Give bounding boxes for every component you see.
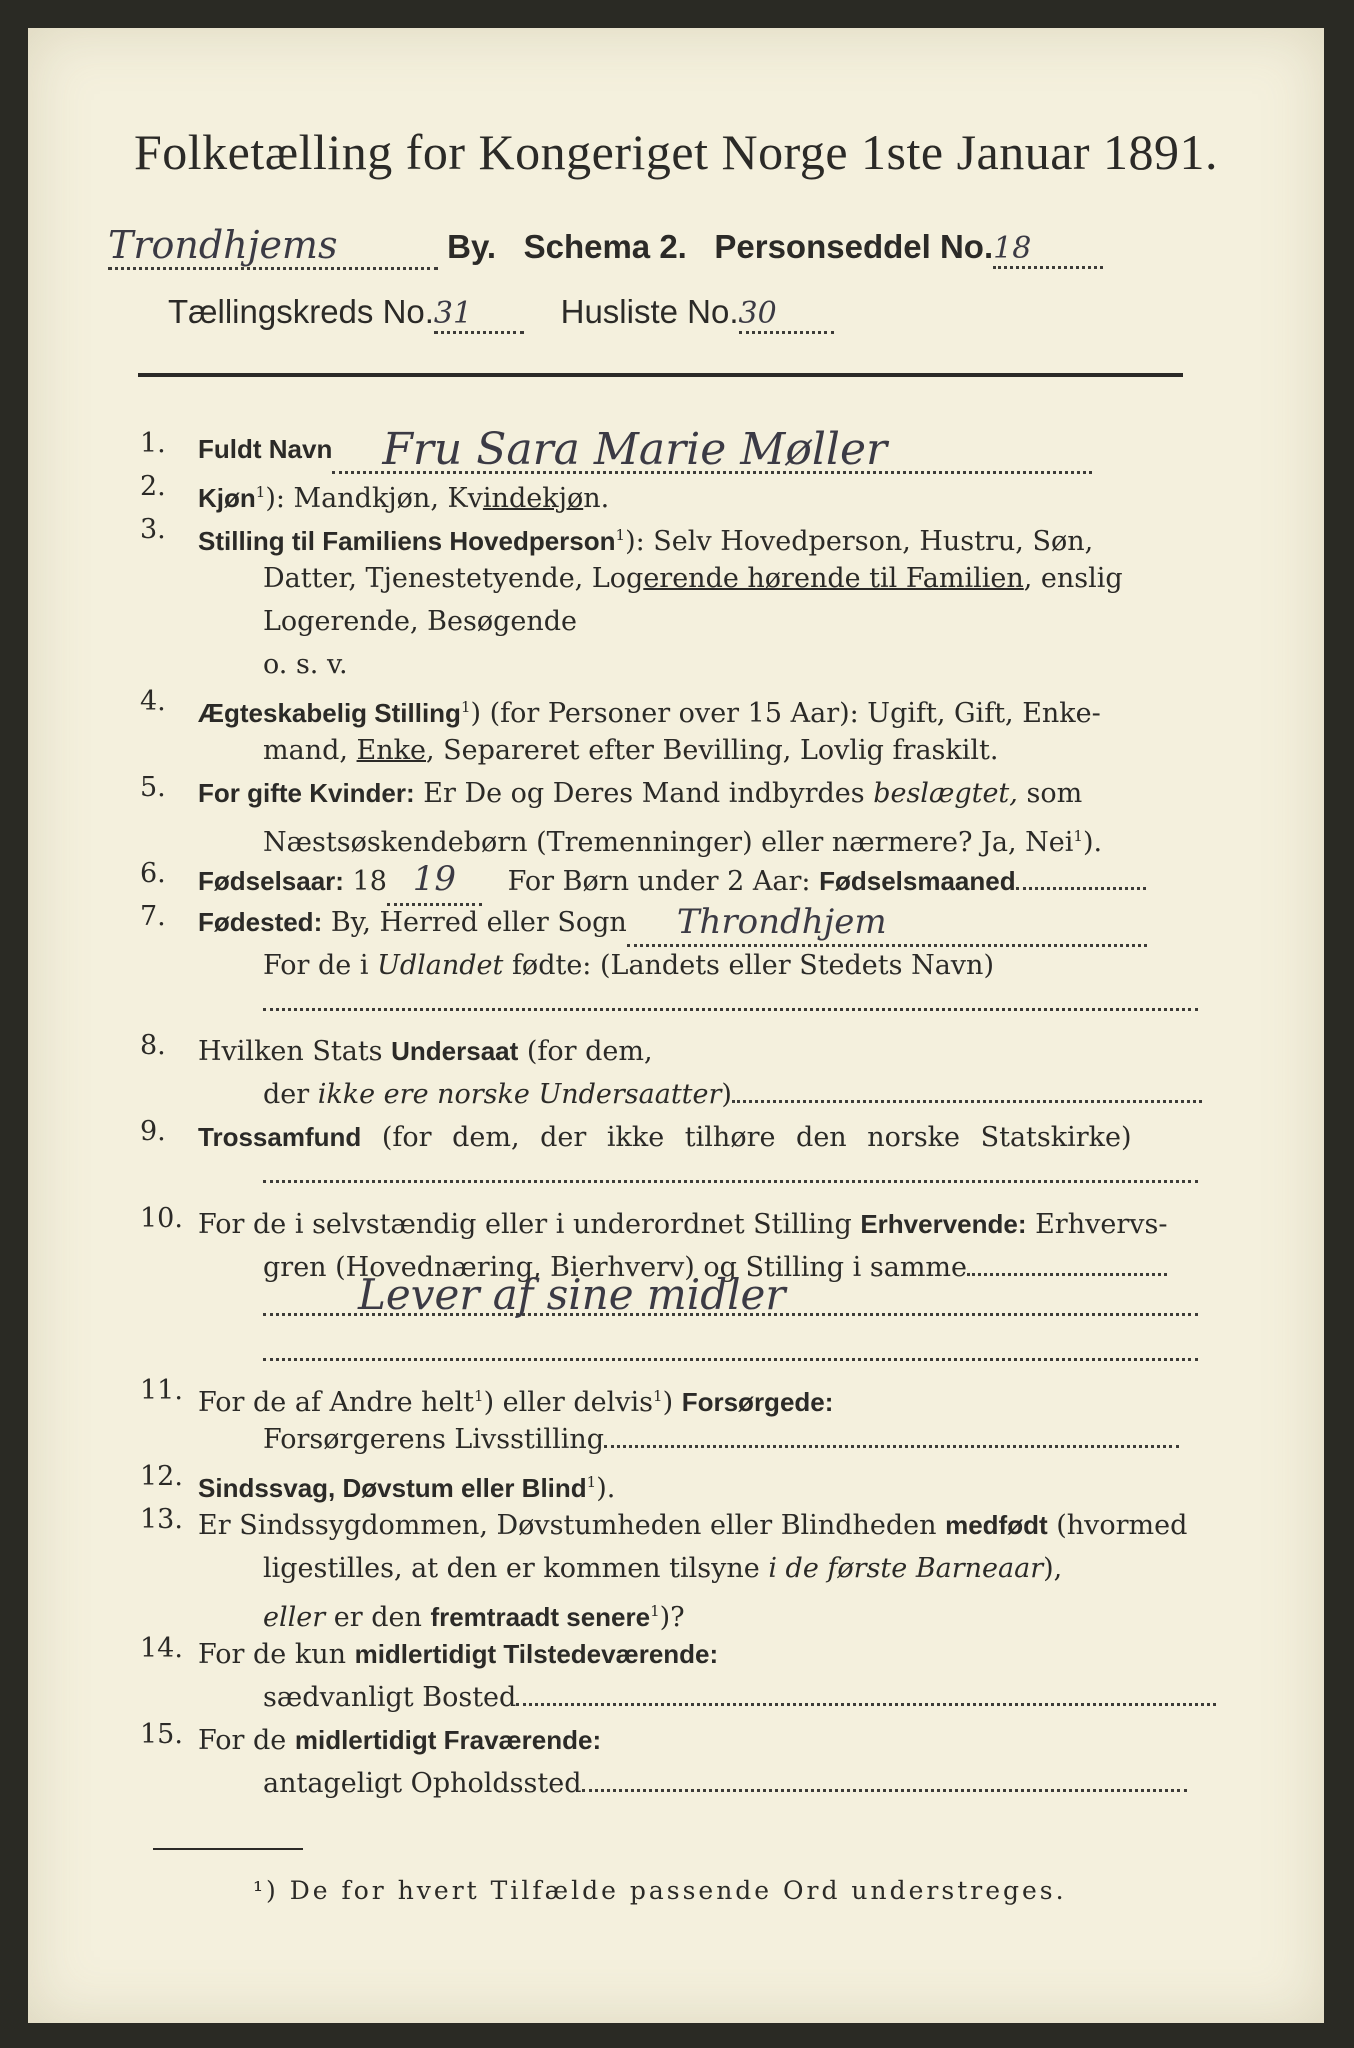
by-label: By. bbox=[447, 228, 497, 265]
birth-year-value: 19 bbox=[412, 859, 457, 899]
item-sex: Kjøn$^1$): Mandkjøn, Kvindekjøn. bbox=[198, 483, 610, 514]
temporary-absent-label: midlertidigt Fraværende: bbox=[294, 1725, 602, 1755]
full-name-value: Fru Sara Marie Møller bbox=[382, 424, 888, 475]
citizenship-label: Undersaat bbox=[391, 1036, 519, 1066]
personseddel-label: Personseddel No. bbox=[714, 228, 994, 265]
item-dependents: For de af Andre helt$^1$) eller delvis$^1$) Forsørgede: bbox=[198, 1387, 834, 1418]
religion-line bbox=[263, 1180, 1198, 1183]
birthplace-value: Throndhjem bbox=[676, 902, 887, 942]
disability-label: Sindssvag, Døvstum eller Blind bbox=[198, 1473, 587, 1503]
dependents-label: Forsørgede: bbox=[681, 1387, 834, 1417]
item-citizenship: Hvilken Stats Undersaat (for dem, bbox=[198, 1036, 653, 1067]
item-temporary-present: For de kun midlertidigt Tilstedeværende: bbox=[198, 1639, 719, 1670]
item-marital-status: Ægteskabelig Stilling$^1$) (for Personer over 15 Aar): Ugift, Gift, Enke- bbox=[198, 698, 1101, 729]
husliste-label: Husliste No. bbox=[560, 293, 739, 330]
item-number: 6. bbox=[140, 858, 166, 889]
item-number: 15. bbox=[140, 1719, 183, 1750]
city-handwritten: Trondhjems bbox=[108, 223, 438, 270]
item-number: 11. bbox=[140, 1375, 183, 1406]
kreds-value: 31 bbox=[434, 296, 524, 334]
item-religion: Trossamfund (for dem, der ikke tilhøre den norske Statskirke) bbox=[198, 1122, 1132, 1153]
header-rule bbox=[138, 373, 1183, 377]
kreds-label: Tællingskreds No. bbox=[168, 293, 434, 330]
form-kreds-line bbox=[168, 293, 834, 334]
item-number: 10. bbox=[140, 1203, 183, 1234]
married-women-label: For gifte Kvinder: bbox=[198, 778, 415, 808]
congenital-label: medfødt bbox=[945, 1510, 1048, 1540]
item-number: 9. bbox=[140, 1116, 166, 1147]
temporary-present-label: midlertidigt Tilstedeværende: bbox=[354, 1639, 719, 1669]
full-name-label: Fuldt Navn bbox=[198, 434, 333, 464]
item-number: 3. bbox=[140, 514, 166, 545]
birth-month-label: Fødselsmaaned bbox=[819, 866, 1016, 896]
item-number: 1. bbox=[140, 428, 166, 459]
birthplace-label: Fødested: bbox=[198, 907, 323, 937]
item-number: 13. bbox=[140, 1504, 183, 1535]
item-number: 8. bbox=[140, 1030, 166, 1061]
item-number: 14. bbox=[140, 1633, 183, 1664]
footnote-rule bbox=[153, 1848, 303, 1850]
religion-label: Trossamfund bbox=[198, 1122, 362, 1152]
footnote: ¹) De for hvert Tilfælde passende Ord understreges. bbox=[253, 1876, 1067, 1905]
item-occupation: For de i selvstændig eller i underordnet Stilling Erhvervende: Erhvervs- bbox=[198, 1209, 1168, 1240]
marital-status-label: Ægteskabelig Stilling bbox=[198, 698, 461, 728]
item-number: 12. bbox=[140, 1461, 183, 1492]
item-birth-year: Fødselsaar: 18 19 For Børn under 2 Aar: Fødselsmaaned bbox=[198, 858, 1146, 906]
husliste-value: 30 bbox=[739, 296, 834, 334]
marital-status-underlined: Enke bbox=[356, 735, 426, 766]
item-disability: Sindssvag, Døvstum eller Blind$^1$). bbox=[198, 1473, 616, 1504]
item-full-name bbox=[198, 424, 1092, 475]
item-family-position: Stilling til Familiens Hovedperson$^1$): Selv Hovedperson, Hustru, Søn, bbox=[198, 526, 1094, 557]
form-subheader bbox=[108, 223, 1103, 270]
item-married-women: For gifte Kvinder: Er De og Deres Mand indbyrdes beslægtet, som bbox=[198, 778, 1083, 809]
item-temporary-absent: For de midlertidigt Fraværende: bbox=[198, 1725, 602, 1756]
census-form-sheet: Folketælling for Kongeriget Norge 1ste Januar 1891. Trondhjems By. Schema 2. Personseddel No.18 Tællingskreds No.31 Husliste No.30 1. Fuldt Navn Fru Sara Marie Møller 2. Kjøn$^1$): Mandkjøn, Kvindekjøn. 3. Stilling til Familiens Hovedperson$^1$): Selv Hovedperson, Hustru, Søn, Datter, Tjenestetyende, Logerende hørende til Familien, enslig Logerende, Besøgende o. s. v. 4. Ægteskabelig Stilling$^1$) (for Personer over 15 Aar): Ugift, Gift, Enke- mand, Enke, Separeret efter Bevilling, Lovlig fraskilt. 5. For gifte Kvinder: Er De og Deres Mand indbyrdes beslægtet, som Næstsøskendebørn (Tremenninger) eller nærmere? Ja, Nei$^1$). 6. Fødselsaar: 18 19 For Børn under 2 Aar: Fødselsmaaned 7. Fødested: By, Herred eller Sogn Throndhjem For de i Udlandet fødte: (Landets eller Stedets Navn) 8. Hvilken Stats Undersaat (for dem, der ikke ere norske Undersaatter) 9. Trossamfund (for dem, der ikke tilhøre den norske Statskirke) 10. For de i selvstændig eller i underordnet Stilling Erhvervende: Erhvervs- gren (Hovednæring, Bierhverv) og Stilling i samme Lever af sine midler 11. For de af Andre helt$^1$) eller delvis$^1$) Forsørgede: Forsørgerens Livsstilling 12. Sindssvag, Døvstum eller Blind$^1$). 13. Er Sindssygdommen, Døvstumheden eller Blindheden medfødt (hvormed ligestilles, at den er kommen tilsyne i de første Barneaar), eller er den fremtraadt senere$^1$)? 14. For de kun midlertidigt Tilstedeværende: sædvanligt Bosted 15. For de midlertidigt Fraværende: antageligt Opholdssted ¹) De for hvert Tilfælde passende Ord understreges. bbox=[28, 28, 1324, 2023]
item-birthplace: Fødested: By, Herred eller Sogn Throndhjem bbox=[198, 901, 1147, 947]
occupation-value: Lever af sine midler bbox=[358, 1270, 786, 1319]
item-number: 4. bbox=[140, 686, 166, 717]
item-congenital: Er Sindssygdommen, Døvstumheden eller Blindheden medfødt (hvormed bbox=[198, 1510, 1188, 1541]
form-title: Folketælling for Kongeriget Norge 1ste Januar 1891. bbox=[133, 124, 1219, 180]
item-number: 2. bbox=[140, 471, 166, 502]
schema-label: Schema 2. bbox=[523, 228, 687, 265]
family-position-underlined: erende hørende til Familien bbox=[643, 563, 1024, 594]
personseddel-value: 18 bbox=[993, 231, 1103, 269]
occupation-label: Erhvervende: bbox=[860, 1209, 1027, 1239]
birth-year-label: Fødselsaar: bbox=[198, 866, 344, 896]
sex-underlined-female: indekjø bbox=[482, 483, 584, 514]
later-onset-label: fremtraadt senere bbox=[430, 1602, 651, 1632]
item-number: 5. bbox=[140, 772, 166, 803]
family-position-label: Stilling til Familiens Hovedperson bbox=[198, 526, 616, 556]
item-number: 7. bbox=[140, 901, 166, 932]
sex-label: Kjøn bbox=[198, 483, 256, 513]
birthplace-foreign-line bbox=[263, 1008, 1198, 1011]
